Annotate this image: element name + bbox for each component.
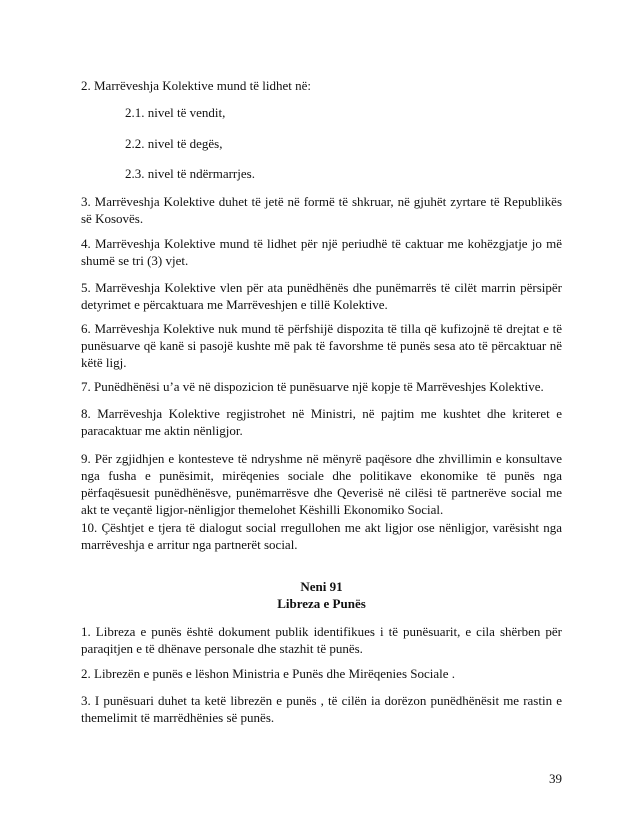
page-number: 39 — [549, 771, 562, 786]
article-number: Neni 91 — [300, 579, 343, 594]
article-paragraph-1: 1. Libreza e punës është dokument publik identifikues i të punësuarit, e cila shërben për paraqitjen e të dhënave personale dhe stazhit të punës. — [81, 624, 562, 656]
paragraph-9: 9. Për zgjidhjen e kontesteve të ndryshme në mënyrë paqësore dhe zhvillimin e konsultave nga fusha e punësimit, mirëqenies sociale dhe politikave ekonomike të punës nga përfaqësuesit punëdhënësve, punëmarrësve dhe Qeverisë në cilësi të partnerëve social me akt te veçantë ligjor-nënligjor themelohet Këshilli Ekonomiko Social. — [81, 451, 562, 517]
paragraph-4: 4. Marrëveshja Kolektive mund të lidhet për një periudhë të caktuar me kohëzgjatje jo më shumë se tri (3) vjet. — [81, 236, 562, 268]
paragraph-6: 6. Marrëveshja Kolektive nuk mund të përfshijë dispozita të tilla që kufizojnë të drejtat e të punësuarve që kanë si pasojë kushte më pak të favorshme të punës sesa ato të përcaktuar në këtë ligj. — [81, 321, 562, 370]
article-paragraph-2: 2. Librezën e punës e lëshon Ministria e Punës dhe Mirëqenies Sociale . — [81, 666, 456, 681]
paragraph-10: 10. Çështjet e tjera të dialogut social rregullohen me akt ligjor ose nënligjor, varësisht nga marrëveshja e arritur nga partnerët social. — [81, 520, 562, 552]
paragraph-3: 3. Marrëveshja Kolektive duhet të jetë në formë të shkruar, në gjuhët zyrtare të Republikës së Kosovës. — [81, 194, 562, 226]
level-item: 2.3. nivel të ndërmarrjes. — [125, 166, 255, 181]
level-item: 2.2. nivel të degës, — [125, 136, 223, 151]
level-item: 2.1. nivel të vendit, — [125, 105, 226, 120]
paragraph-5: 5. Marrëveshja Kolektive vlen për ata punëdhënës dhe punëmarrës të cilët marrin përsipër detyrimet e përcaktuara me Marrëveshjen e tillë Kolektive. — [81, 280, 562, 312]
article-title: Libreza e Punës — [277, 596, 366, 611]
article-paragraph-3: 3. I punësuari duhet ta ketë librezën e punës , të cilën ia dorëzon punëdhënësit me rastin e themelimit të marrëdhënies së punës. — [81, 693, 562, 725]
paragraph-7: 7. Punëdhënësi u’a vë në dispozicion të punësuarve një kopje të Marrëveshjes Kolektive. — [81, 379, 544, 394]
intro-line: 2. Marrëveshja Kolektive mund të lidhet në: — [81, 78, 311, 93]
paragraph-8: 8. Marrëveshja Kolektive regjistrohet në Ministri, në pajtim me kushtet dhe kriteret e paracaktuar me aktin nënligjor. — [81, 406, 562, 438]
